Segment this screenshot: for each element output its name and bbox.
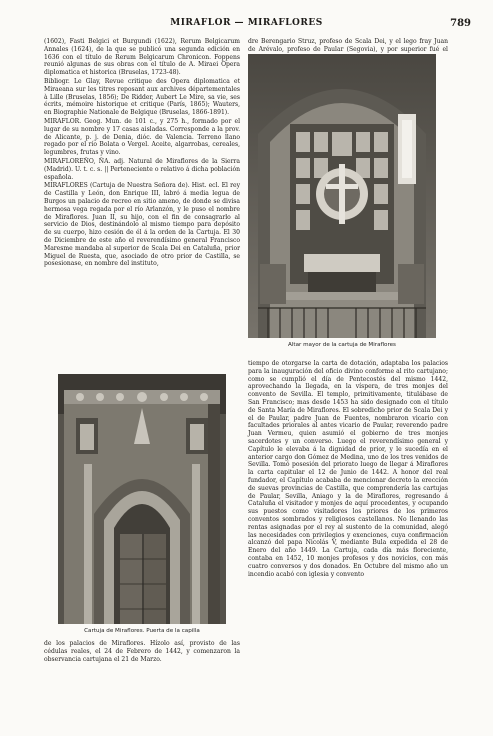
paragraph-right-column: tiempo de otorgarse la carta de dotación, adaptaba los palacios para la inauguración del oficio divino conforme al rito cartujano; como se cumplió el día de Pentecostés del mismo 1442, aprovechando la llegada, en la víspera, de tres monjes del convento de Sevilla. El templo, primitivamente, titulábase de San Francisco; mas desde 1453 ha sido designado con el título de Santa María de Miraflores. El sobredicho prior de Scala Dei y el de Paular, padre Juan de Fuentes, nombraron vicario con facultades priorales al antes vicario de Paular, reverendo padre Juan Vermeu, quien asumió el gobierno de tres monjes sacerdotes y un converso. Luego el reverendísimo general y Capítulo le elevaba á la dignidad de prior, y le sucedía en el anterior cargo don Gómez de Medina, uno de los tres venidos de Sevilla. Tomó posesión del priorato luego de llegar á Miraflores la carta capitular el 12 de Junio de 1442. A honor del real fundador, el Capítulo acababa de mencionar decreto la erección de suevas provincias de Castilla, que comprendería las cartujas de Paular, Sevilla, Aniago y la de Miraflores, regresando á Cataluña el visitador y monjes de aquí procedentes, y ocupando sus puestos como visitadores los priores de los primeros conventos sombrados y religiosos castellanos. No llenando las rentas asignadas por el rey al sustento de la comunidad, alegó las necesidades con privilegios y exenciones, cuya confirmación alcanzó del papa Nicolás V, mediante Bula expedida el 28 de Enero del año 1449. La Cartuja, cada día más floreciente, contaba en 1452, 10 monjes profesos y dos novicios, con más cuatro conversos y dos donados. En Octubre del mismo año un incendio acabó con iglesia y convento [248,360,448,578]
chapel-caption: Cartuja de Miraflores. Puerta de la capilla [84,628,200,634]
paragraph-left-bottom: de los palacios de Miraflores. Hízolo así, provisto de las cédulas reales, el 24 de Febrero de 1442, y comenzaron la observancia cartujana el 21 de Marzo. [44,640,240,663]
entry-miraflor: MIRAFLOR. Geog. Mun. de 101 c., y 275 h., formado por el lugar de su nombre y 17 casas aisladas. Corresponde a la prov. de Alicante, p. j. de Denia, dióc. de Valencia. Terreno llano regado por el río Bolata o Vergel. Aceite, algarrobas, cereales, legumbres, frutas y vino. [44,117,240,157]
right-column-top [248,38,448,54]
paragraph-miraeus-works: (1602), Fasti Belgici et Burgundi (1622), Rerum Belgicarum Annales (1624), de la que se publicó una segunda edición en 1636 con el título de Rerum Belgicarum Chronicon. Foppens reunió algunas de sus obras con el título de A. Miraei Opera diplomatica et historica (Bruselas, 1723-48). [44,38,240,77]
right-column-text [248,360,448,716]
left-column-top [44,38,240,368]
chapel-door-illustration [58,374,226,624]
running-head: MIRAFLOR — MIRAFLORES [170,18,323,28]
left-column-bottom [44,640,240,710]
page-number: 789 [450,18,471,29]
altar-caption: Altar mayor de la cartuja de Miraflores [288,342,396,348]
altar-photograph [248,54,436,338]
entry-miraflores: MIRAFLORES (Cartuja de Nuestra Señora de). Hist. ecl. El rey de Castilla y León, don Enrique III, labró á media legua de Burgos un palacio de recreo en sitio ameno, de donde se divisa hermosa vega regada por el río Arlanzón, y le puso el nombre de Miraflores. Juan II, su hijo, con el fin de consagrarlo al servicio de Dios, destinándolo al mismo tiempo para depósito de su cuerpo, hizo cesión de él á la orden de la Cartuja. El 30 de Diciembre de este año el reverendísimo general Francisco Maresme mandaba al superior de Scala Dei en Cataluña, prior Miguel de Ruesta, que, asociado de otro prior de Castilla, se posesionase, en nombre del instituto, [44,182,240,268]
entry-mirafloreno: MIRAFLOREÑO, ÑA. adj. Natural de Miraflores de la Sierra (Madrid). U. t. c. s. || Perteneciente o relativo á dicha población española. [44,157,240,181]
altar-illustration [248,54,436,338]
chapel-door-photograph [58,374,226,624]
paragraph-bibliography: Bibliogr. Le Glay, Revue critique des Opera diplomatica et Miraeana sur les titres reposant aux archives départementales à Lille (Bruselas, 1856); De Ridder, Aubert Le Mire, sa vie, ses écrits, mémoire historique et critique (París, 1865); Wauters, en Biographie Nationale de Belgique (Bruselas, 1866-1891). [44,77,240,117]
paragraph-right-top: dre Berengario Struz, profeso de Scala Dei, y el lego fray Juan de Arévalo, profeso de Paular (Segovia), y por superior fué el [248,38,448,53]
